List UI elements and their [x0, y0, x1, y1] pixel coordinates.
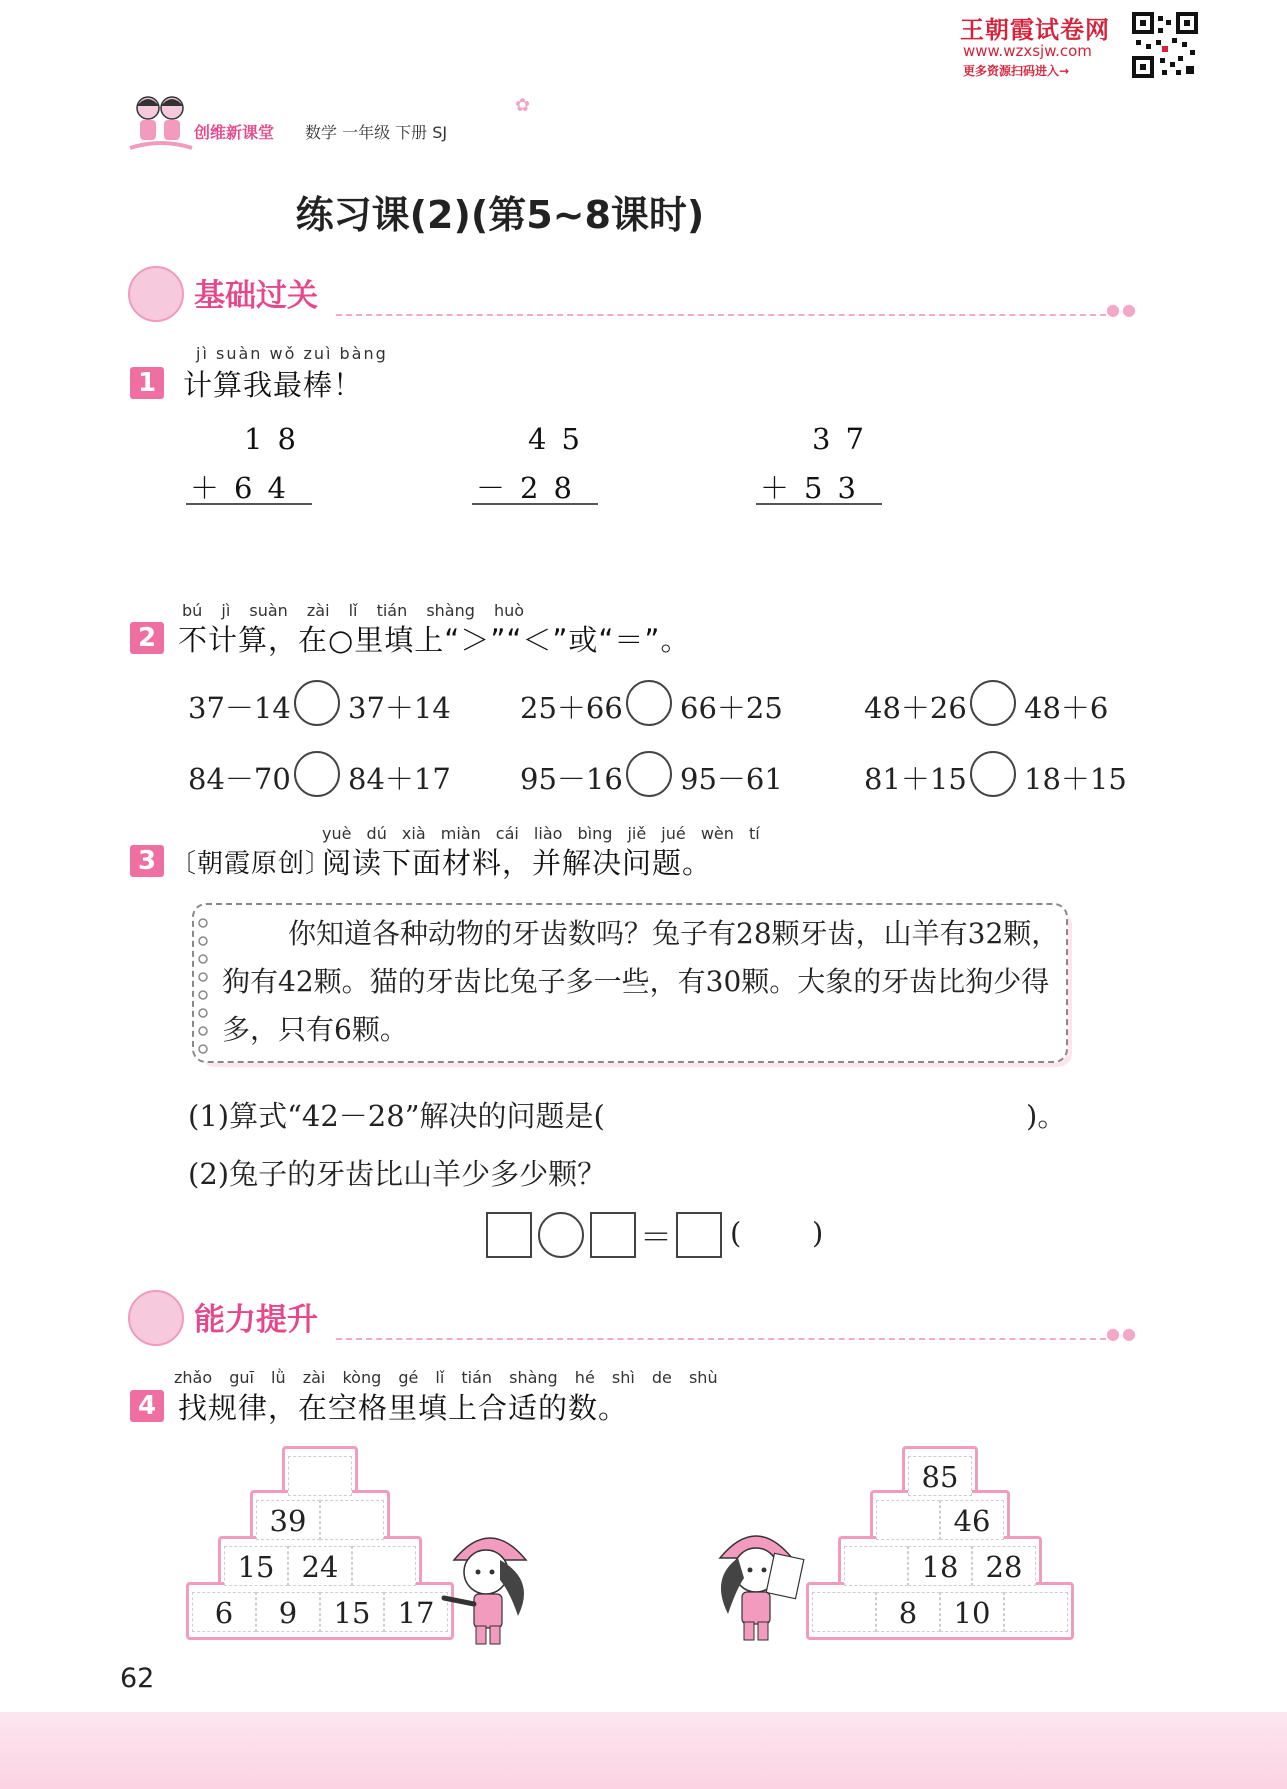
q1-pinyin: jì suàn wǒ zuì bàng	[196, 344, 388, 363]
q3-equation-box-2[interactable]	[590, 1212, 636, 1258]
kids-logo-icon	[128, 92, 194, 154]
left-pyramid-cell: 17	[384, 1592, 448, 1632]
section-advanced-divider	[336, 1338, 1106, 1340]
q1-problem-2-bottom: －28	[476, 471, 587, 505]
q3-sub2-question: (2)兔子的牙齿比山羊少多少颗？	[188, 1157, 607, 1191]
q2-number-badge: 2	[130, 622, 164, 654]
q3-prompt: 阅读下面材料，并解决问题。	[322, 846, 713, 880]
left-pyramid-cell: 6	[192, 1592, 256, 1632]
q2-r1c2-left: 25＋66	[520, 691, 623, 725]
q3-number-badge: 3	[130, 845, 164, 877]
q2-r2c3-answer-circle[interactable]	[970, 751, 1016, 797]
flower-icon: ✿	[515, 95, 531, 116]
q2-r2c2-left: 95－16	[520, 762, 623, 796]
right-pyramid-cell[interactable]	[1004, 1592, 1068, 1632]
q1-problem-1-bottom: ＋64	[190, 471, 301, 505]
q2-r1c1-right: 37＋14	[348, 691, 451, 725]
brand-scan-text: 更多资源扫码进入→	[963, 64, 1070, 78]
subject-info: 数学 一年级 下册 SJ	[305, 123, 448, 142]
footer-band	[0, 1712, 1287, 1789]
q2-r2c2-answer-circle[interactable]	[626, 751, 672, 797]
brand-logo: 王朝霞试卷网	[960, 16, 1110, 44]
q2-r2c1-answer-circle[interactable]	[294, 751, 340, 797]
q2-pinyin: bú jì suàn zài lǐ tián shàng huò	[182, 601, 525, 620]
q1-prompt: 计算我最棒！	[183, 368, 364, 402]
q2-r2c3-left: 81＋15	[864, 762, 967, 796]
left-pyramid-cell[interactable]	[352, 1546, 416, 1586]
left-pyramid-cell: 9	[256, 1592, 320, 1632]
q1-problem-1-line	[186, 503, 312, 505]
right-pyramid-cell: 8	[876, 1592, 940, 1632]
q4-pinyin: zhǎo guī lǜ zài kòng gé lǐ tián shàng hé shì de shù	[174, 1368, 718, 1387]
section-basic-title: 基础过关	[194, 278, 318, 314]
q2-r2c2-right: 95－61	[680, 762, 783, 796]
q2-r1c3-left: 48＋26	[864, 691, 967, 725]
right-pyramid-cell[interactable]	[812, 1592, 876, 1632]
page-number: 62	[120, 1663, 155, 1694]
right-pyramid-cell[interactable]	[876, 1500, 940, 1540]
q3-original-tag: 〔朝霞原创〕	[170, 849, 333, 879]
q1-problem-3-bottom: ＋53	[760, 471, 871, 505]
q1-number-badge: 1	[130, 367, 164, 399]
q2-r2c3-right: 18＋15	[1024, 762, 1127, 796]
section-basic-dots: ●●	[1106, 300, 1138, 319]
q3-unit-open: (	[730, 1216, 742, 1250]
left-pyramid-cell: 15	[320, 1592, 384, 1632]
right-pyramid-cell: 46	[940, 1500, 1004, 1540]
left-pyramid-cell: 24	[288, 1546, 352, 1586]
qr-code-icon[interactable]	[1132, 12, 1198, 78]
q1-problem-3-top: 37	[812, 422, 879, 456]
q1-problem-2-line	[472, 503, 598, 505]
brand-url[interactable]: www.wzxsjw.com	[963, 42, 1092, 60]
q4-number-badge: 4	[130, 1390, 164, 1422]
q3-equation-result-box[interactable]	[676, 1212, 722, 1258]
q2-r1c3-answer-circle[interactable]	[970, 680, 1016, 726]
q2-r1c2-right: 66＋25	[680, 691, 783, 725]
section-advanced-dots: ●●	[1106, 1324, 1138, 1343]
left-pyramid-cell[interactable]	[288, 1456, 352, 1496]
q3-equals-sign: ＝	[640, 1218, 673, 1256]
q3-unit-close: )	[812, 1216, 824, 1250]
left-pyramid-cell: 15	[224, 1546, 288, 1586]
q4-prompt: 找规律，在空格里填上合适的数。	[178, 1391, 629, 1425]
q3-unit-blank[interactable]	[748, 1216, 810, 1252]
q1-problem-2-top: 45	[528, 422, 595, 456]
left-pyramid-cell[interactable]	[320, 1500, 384, 1540]
q3-equation-operator-circle[interactable]	[538, 1212, 584, 1258]
notebook-rings-icon	[196, 915, 210, 1055]
q3-equation-box-1[interactable]	[486, 1212, 532, 1258]
right-pyramid-cell: 18	[908, 1546, 972, 1586]
q2-r1c3-right: 48＋6	[1024, 691, 1109, 725]
q2-prompt: 不计算，在○里填上“＞”“＜”或“＝”。	[178, 623, 691, 657]
section-basic-divider	[336, 314, 1106, 316]
q3-sub1-answer-blank[interactable]	[660, 1096, 1020, 1132]
series-name: 创维新课堂	[194, 123, 275, 142]
page-title: 练习课(2)(第5~8课时)	[295, 193, 705, 237]
q2-r2c1-left: 84－70	[188, 762, 291, 796]
right-pyramid-cell: 85	[908, 1456, 972, 1496]
section-advanced-title: 能力提升	[194, 1302, 318, 1338]
q2-r1c2-answer-circle[interactable]	[626, 680, 672, 726]
girl-pointing-icon	[440, 1520, 540, 1650]
left-pyramid-cell: 39	[256, 1500, 320, 1540]
q3-pinyin: yuè dú xià miàn cái liào bìng jiě jué wèn tí	[322, 824, 760, 843]
passage-text: 你知道各种动物的牙齿数吗？兔子有28颗牙齿，山羊有32颗，狗有42颗。猫的牙齿比兔子多一些，有30颗。大象的牙齿比狗少得多，只有6颗。	[222, 917, 1060, 1046]
q3-sub1-close: )。	[1026, 1099, 1067, 1133]
right-pyramid-cell: 10	[940, 1592, 1004, 1632]
q2-r2c1-right: 84＋17	[348, 762, 451, 796]
right-pyramid-cell[interactable]	[844, 1546, 908, 1586]
q2-r1c1-answer-circle[interactable]	[294, 680, 340, 726]
right-pyramid-cell: 28	[972, 1546, 1036, 1586]
q1-problem-3-line	[756, 503, 882, 505]
teacher-avatar-icon-2	[128, 1290, 184, 1346]
girl-with-paper-icon	[710, 1516, 810, 1646]
q3-sub1-question: (1)算式“42－28”解决的问题是(	[188, 1099, 605, 1133]
teacher-avatar-icon	[128, 266, 184, 322]
q2-r1c1-left: 37－14	[188, 691, 291, 725]
q1-problem-1-top: 18	[244, 422, 311, 456]
